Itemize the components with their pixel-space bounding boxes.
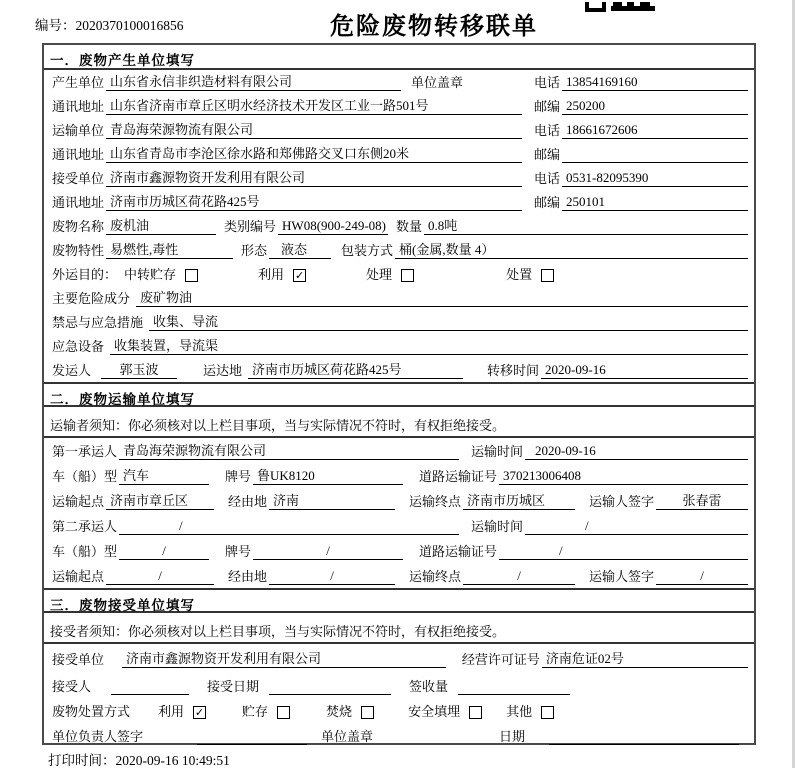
- via2-label: 经由地: [228, 569, 268, 584]
- receiver-label: 接受单位: [52, 171, 105, 186]
- plate1-label: 牌号: [225, 469, 252, 484]
- producer-label: 产生单位: [52, 75, 105, 90]
- received-qty-label: 签收量: [409, 679, 449, 694]
- phone1-label: 电话: [533, 75, 560, 90]
- time2-value: /: [525, 518, 748, 535]
- accept-unit-value: 济南市鑫源物资开发利用有限公司: [122, 651, 446, 668]
- producer-value: 山东省永信非织造材料有限公司: [106, 74, 401, 91]
- category-value: HW08(900-249-08): [278, 218, 388, 235]
- disposal-option-incinerate-label: 焚烧: [326, 704, 353, 719]
- signature1-value: 张春雷: [656, 493, 748, 510]
- address3-label: 通讯地址: [52, 195, 105, 210]
- print-time-line: [48, 749, 230, 769]
- row-carrier2: [44, 513, 754, 538]
- terminus1-label: 运输终点: [409, 494, 462, 509]
- permit-value: 济南危证02号: [542, 651, 748, 668]
- category-label: 类别编号: [224, 219, 277, 234]
- transporter-notice: 运输者须知：你必须核对以上栏目事项，当与实际情况不符时，有权拒绝接受。: [44, 407, 754, 438]
- time2-label: 运输时间: [471, 519, 524, 534]
- equipment-value: 收集装置，导流渠: [110, 338, 748, 355]
- origin1-label: 运输起点: [52, 494, 105, 509]
- disposal-incinerate-checkbox: [361, 706, 374, 719]
- zip2-label: 邮编: [533, 147, 560, 162]
- packaging-label: 包装方式: [341, 243, 394, 258]
- qr-code-fragment: [585, 0, 657, 16]
- address2-value: 山东省青岛市李沧区徐水路和郑佛路交叉口东侧20米: [106, 146, 522, 163]
- row-precautions: [44, 310, 754, 334]
- packaging-value: 桶(金属,数量 4）: [395, 242, 748, 259]
- manager-sign-label: 单位负责人签字: [52, 729, 144, 744]
- row-waste-name: [44, 214, 754, 238]
- unit-seal2-label: 单位盖章: [321, 729, 374, 744]
- disposal-option-store-label: 贮存: [242, 704, 269, 719]
- row-carrier1: [44, 438, 754, 463]
- phone3-value: 0531-82095390: [562, 170, 748, 187]
- disposal-reuse-checkbox: ✓: [194, 706, 205, 719]
- via2-value: /: [269, 568, 395, 585]
- date-label: 日期: [499, 729, 526, 744]
- plate2-value: /: [253, 543, 403, 560]
- print-time-label: 打印时间：: [48, 753, 116, 768]
- purpose-transit-checkbox: [185, 269, 198, 282]
- unit-seal-label: 单位盖章: [411, 75, 464, 90]
- received-qty-value: [458, 678, 570, 695]
- precautions-label: 禁忌与应急措施: [52, 315, 144, 330]
- zip3-label: 邮编: [533, 195, 560, 210]
- purpose-dispose-checkbox: [541, 269, 554, 282]
- row-producer-address: [44, 94, 754, 118]
- license2-label: 道路运输证号: [419, 544, 498, 559]
- signature2-value: /: [656, 568, 748, 585]
- disposal-label: 废物处置方式: [52, 704, 131, 719]
- quantity-label: 数量: [396, 219, 423, 234]
- accept-unit-label: 接受单位: [52, 652, 105, 667]
- characteristics-label: 废物特性: [52, 243, 105, 258]
- signature1-label: 运输人签字: [589, 494, 655, 509]
- row-transporter: [44, 118, 754, 142]
- row-manager-signature: [44, 723, 754, 748]
- row-route2: [44, 563, 754, 588]
- terminus2-label: 运输终点: [409, 569, 462, 584]
- purpose-treat-checkbox: [401, 269, 414, 282]
- row-route1: [44, 488, 754, 513]
- address3-value: 济南市历城区荷花路425号: [106, 194, 522, 211]
- section2-header: 二．废物运输单位填写: [44, 382, 754, 407]
- shipper-value: 郭玉波: [101, 362, 177, 379]
- row-vehicle1: [44, 463, 754, 488]
- serial-number-line: [35, 14, 184, 34]
- row-transfer-purpose: [44, 262, 754, 286]
- hazard-label: 主要危险成分: [52, 291, 131, 306]
- row-producer: [44, 70, 754, 94]
- origin1-value: 济南市章丘区: [106, 493, 214, 510]
- license1-label: 道路运输证号: [419, 469, 498, 484]
- phone2-value: 18661672606: [562, 122, 748, 139]
- address1-value: 山东省济南市章丘区明水经济技术开发区工业一路501号: [106, 98, 522, 115]
- shipper-label: 发运人: [52, 363, 92, 378]
- purpose-label: 外运目的：: [52, 267, 118, 282]
- purpose-reuse-checkbox: ✓: [294, 269, 305, 282]
- section3-header: 三．废物接受单位填写: [44, 588, 754, 613]
- license2-value: /: [499, 543, 748, 560]
- disposal-landfill-checkbox: [469, 706, 482, 719]
- origin2-label: 运输起点: [52, 569, 105, 584]
- disposal-option-landfill-label: 安全填埋: [408, 704, 461, 719]
- row-transporter-address: [44, 142, 754, 166]
- phone3-label: 电话: [533, 171, 560, 186]
- waste-name-label: 废物名称: [52, 219, 105, 234]
- zip3-value: 250101: [562, 194, 748, 211]
- row-accept-unit: [44, 644, 754, 671]
- row-shipper: [44, 358, 754, 382]
- time1-label: 运输时间: [471, 444, 524, 459]
- plate2-label: 牌号: [225, 544, 252, 559]
- signature2-label: 运输人签字: [589, 569, 655, 584]
- accept-date-label: 接受日期: [207, 679, 260, 694]
- carrier2-value: /: [119, 518, 459, 535]
- equipment-label: 应急设备: [52, 339, 105, 354]
- physical-form-label: 形态: [241, 243, 268, 258]
- purpose-option-transit-label: 中转贮存: [124, 267, 177, 282]
- carrier1-label: 第一承运人: [52, 444, 118, 459]
- row-vehicle2: [44, 538, 754, 563]
- license1-value: 370213006408: [499, 468, 748, 485]
- physical-form-value: 液态: [269, 242, 331, 259]
- recipient-label: 接受人: [52, 679, 92, 694]
- transfer-time-value: 2020-09-16: [541, 362, 748, 379]
- address1-label: 通讯地址: [52, 99, 105, 114]
- carrier1-value: 青岛海荣源物流有限公司: [119, 443, 459, 460]
- vehicle1-label: 车（船）型: [52, 469, 118, 484]
- destination-value: 济南市历城区荷花路425号: [248, 362, 463, 379]
- time1-value: 2020-09-16: [525, 443, 748, 460]
- manifest-table: [42, 43, 756, 745]
- phone2-label: 电话: [533, 123, 560, 138]
- recipient-value: [111, 678, 189, 695]
- disposal-other-checkbox: [541, 706, 554, 719]
- address2-label: 通讯地址: [52, 147, 105, 162]
- origin2-value: /: [106, 568, 214, 585]
- waste-name-value: 废机油: [106, 218, 216, 235]
- manager-sign-value: [197, 728, 307, 745]
- row-emergency-equipment: [44, 334, 754, 358]
- via1-value: 济南: [269, 493, 395, 510]
- phone1-value: 13854169160: [562, 74, 748, 91]
- row-waste-characteristics: [44, 238, 754, 262]
- permit-label: 经营许可证号: [461, 652, 540, 667]
- row-disposal-method: [44, 698, 754, 723]
- receiver-value: 济南市鑫源物资开发利用有限公司: [106, 170, 522, 187]
- transporter-label: 运输单位: [52, 123, 105, 138]
- section1-header: 一．废物产生单位填写: [44, 45, 754, 70]
- characteristics-value: 易燃性,毒性: [106, 242, 233, 259]
- precautions-value: 收集、导流: [149, 314, 748, 331]
- accept-date-value: [269, 678, 391, 695]
- zip2-value: [562, 146, 748, 163]
- window-right-edge: [792, 0, 795, 768]
- purpose-option-treat-label: 处理: [366, 267, 393, 282]
- row-receiver-address: [44, 190, 754, 214]
- page-title: 危险废物转移联单: [330, 13, 538, 40]
- transfer-time-label: 转移时间: [487, 363, 540, 378]
- zip1-value: 250200: [562, 98, 748, 115]
- disposal-option-other-label: 其他: [506, 704, 533, 719]
- hazard-value: 废矿物油: [136, 290, 748, 307]
- transporter-value: 青岛海荣源物流有限公司: [106, 122, 522, 139]
- terminus2-value: /: [463, 568, 575, 585]
- row-recipient: [44, 671, 754, 698]
- print-time-value: 2020-09-16 10:49:51: [115, 753, 230, 768]
- vehicle2-value: /: [119, 543, 209, 560]
- serial-label: 编号：: [35, 18, 76, 33]
- via1-label: 经由地: [228, 494, 268, 509]
- purpose-option-dispose-label: 处置: [506, 267, 533, 282]
- plate1-value: 鲁UK8120: [253, 468, 403, 485]
- vehicle2-label: 车（船）型: [52, 544, 118, 559]
- disposal-store-checkbox: [277, 706, 290, 719]
- date-value: [549, 728, 739, 745]
- quantity-value: 0.8吨: [424, 218, 748, 235]
- zip1-label: 邮编: [533, 99, 560, 114]
- vehicle1-value: 汽车: [119, 468, 209, 485]
- row-receiver: [44, 166, 754, 190]
- serial-value: 2020370100016856: [75, 18, 184, 33]
- destination-label: 运达地: [203, 363, 243, 378]
- carrier2-label: 第二承运人: [52, 519, 118, 534]
- terminus1-value: 济南市历城区: [463, 493, 575, 510]
- purpose-option-reuse-label: 利用: [258, 267, 285, 282]
- receiver-notice: 接受者须知：你必须核对以上栏目事项，当与实际情况不符时，有权拒绝接受。: [44, 613, 754, 644]
- row-hazard-components: [44, 286, 754, 310]
- disposal-option-reuse-label: 利用: [158, 704, 185, 719]
